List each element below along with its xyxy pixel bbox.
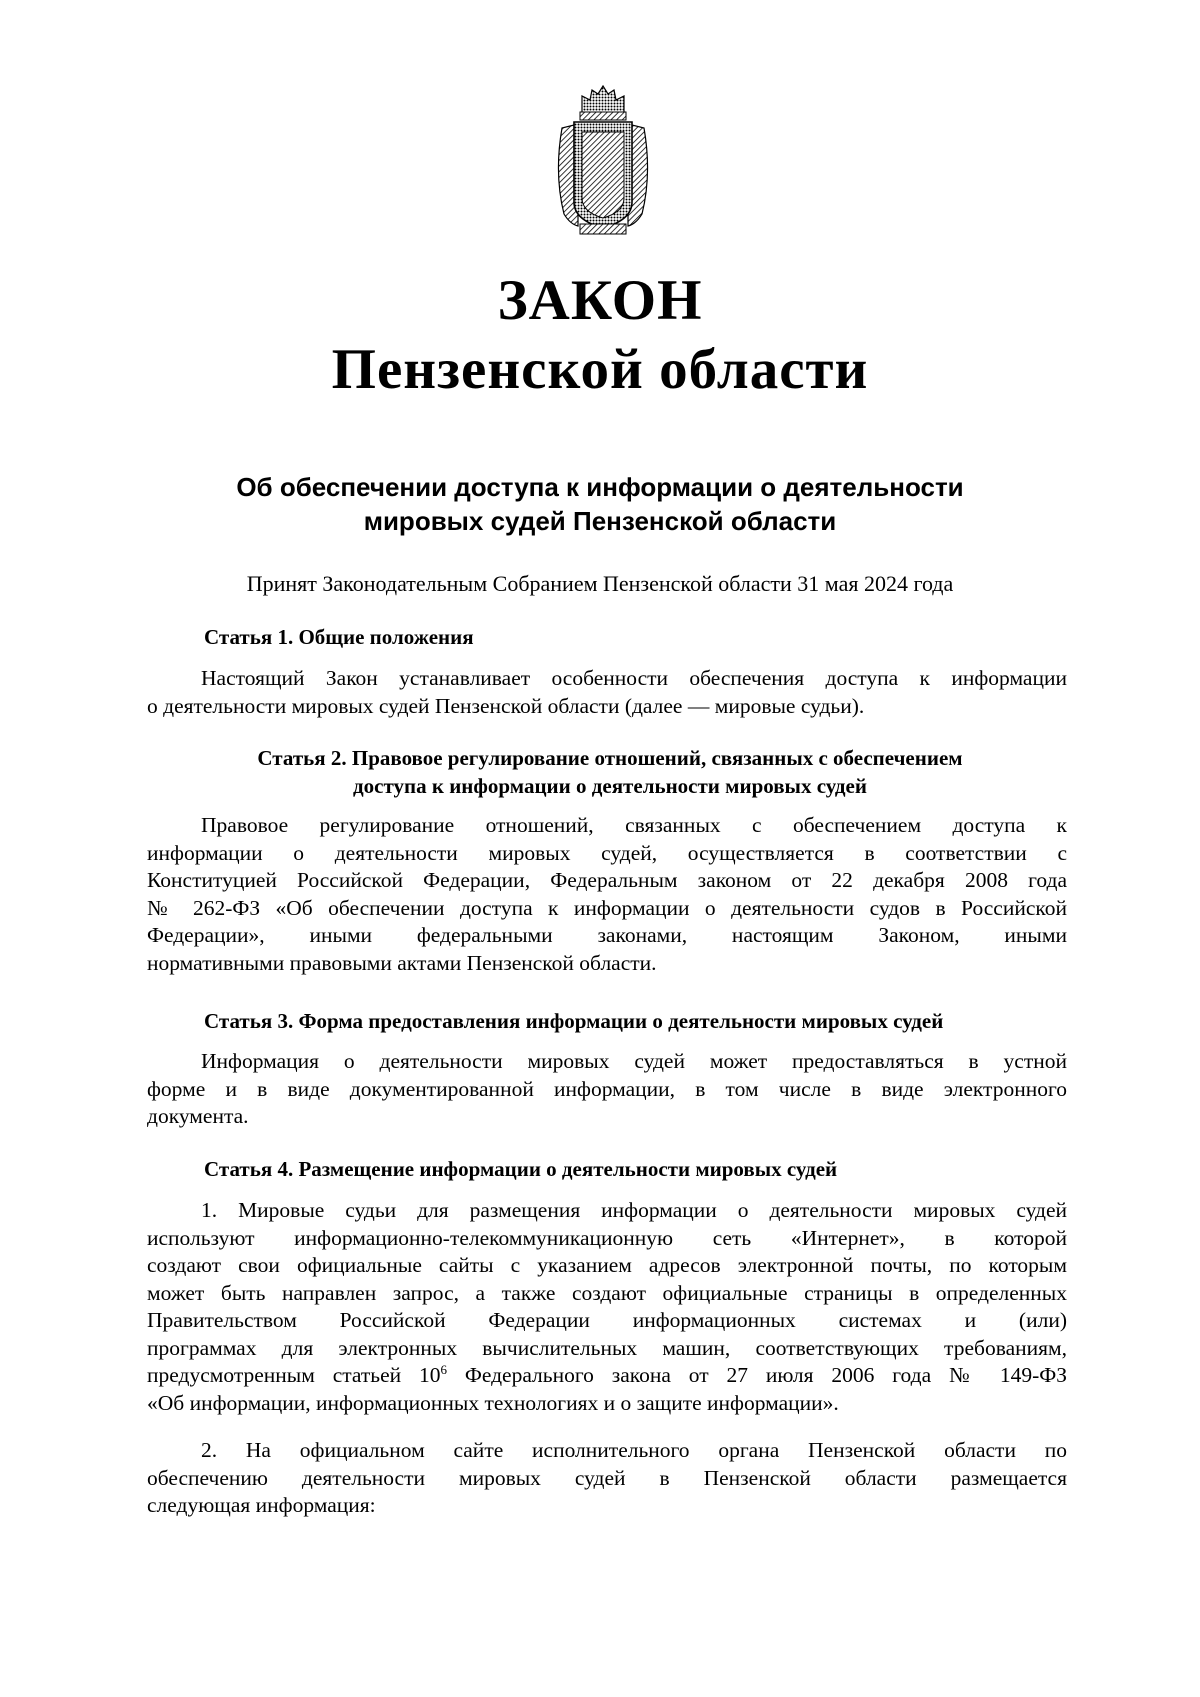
- paragraph-line: информации о деятельности мировых судей, осуществляется в соответствии с: [147, 840, 1067, 865]
- paragraph-line: форме и в виде документированной информации, в том числе в виде электронного: [147, 1076, 1067, 1101]
- article-2-heading: [150, 744, 1070, 800]
- article-heading-text: Статья 2. Правовое регулирование отношений, связанных с обеспечением: [257, 746, 963, 770]
- article-3-paragraph: [147, 1048, 1067, 1131]
- law-title: ЗАКОН: [497, 269, 703, 332]
- article-4-item-1: [147, 1197, 1067, 1417]
- paragraph-line: обеспечению деятельности мировых судей в Пензенской области размещается: [147, 1465, 1067, 1490]
- paragraph-line: используют информационно-телекоммуникационную сеть «Интернет», в которой: [147, 1225, 1067, 1250]
- paragraph-line: нормативными правовыми актами Пензенской области.: [147, 950, 657, 975]
- paragraph-line: 1. Мировые судьи для размещения информации о деятельности мировых судей: [201, 1198, 1067, 1222]
- paragraph-line: Правительством Российской Федерации информационных системах и (или): [147, 1308, 1067, 1332]
- paragraph-line: Настоящий Закон устанавливает особенности обеспечения доступа к информации: [201, 666, 1067, 690]
- paragraph-line: о деятельности мировых судей Пензенской области (далее — мировые судьи).: [147, 693, 865, 718]
- paragraph-line: создают свои официальные сайты с указанием адресов электронной почты, по которым: [147, 1253, 1067, 1277]
- paragraph-line: может быть направлен запрос, а также создают официальные страницы в определенных: [147, 1280, 1067, 1305]
- article-3-heading: [150, 1007, 1070, 1035]
- article-heading-text: Статья 4. Размещение информации о деятельности мировых судей: [204, 1157, 838, 1181]
- article-2-paragraph: [147, 812, 1067, 977]
- paragraph-line: [147, 1362, 1067, 1390]
- adoption-note: Принят Законодательным Собранием Пензенской области 31 мая 2024 года: [246, 571, 954, 596]
- paragraph-line: № 262-ФЗ «Об обеспечении доступа к информации о деятельности судов в Российской: [147, 895, 1067, 920]
- law-region-title: Пензенской области: [331, 338, 869, 401]
- paragraph-line: Федерации», иными федеральными законами, настоящим Законом, иными: [147, 923, 1067, 947]
- article-heading-text: Статья 1. Общие положения: [204, 625, 474, 649]
- article-4-item-2: [147, 1437, 1067, 1520]
- law-subject: [140, 470, 1060, 538]
- paragraph-line: документа.: [147, 1104, 249, 1128]
- paragraph-line: «Об информации, информационных технологиях и о защите информации».: [147, 1390, 839, 1415]
- coat-of-arms-emblem-icon: [550, 84, 656, 238]
- paragraph-line: Правовое регулирование отношений, связанных с обеспечением доступа к: [201, 813, 1067, 837]
- text-fragment: предусмотренным статьей 10: [147, 1363, 441, 1387]
- paragraph-line: следующая информация:: [147, 1493, 376, 1517]
- paragraph-line: 2. На официальном сайте исполнительного органа Пензенской области по: [201, 1438, 1067, 1462]
- paragraph-line: Конституцией Российской Федерации, Федеральным законом от 22 декабря 2008 года: [147, 868, 1067, 892]
- paragraph-line: программах для электронных вычислительных машин, соответствующих требованиям,: [147, 1335, 1067, 1360]
- law-subject-line: мировых судей Пензенской области: [363, 506, 837, 536]
- article-1-paragraph: [147, 665, 1067, 720]
- paragraph-line: Информация о деятельности мировых судей может предоставляться в устной: [201, 1049, 1067, 1073]
- article-heading-text: Статья 3. Форма предоставления информации о деятельности мировых судей: [204, 1009, 944, 1033]
- article-4-heading: [150, 1155, 1070, 1183]
- article-1-heading: [150, 623, 1070, 651]
- text-fragment: Федерального закона от 27 июля 2006 года № 149-ФЗ: [446, 1363, 1067, 1387]
- law-subject-line: Об обеспечении доступа к информации о деятельности: [236, 472, 964, 502]
- superscript: 6: [440, 1361, 447, 1377]
- article-heading-text: доступа к информации о деятельности мировых судей: [353, 774, 867, 798]
